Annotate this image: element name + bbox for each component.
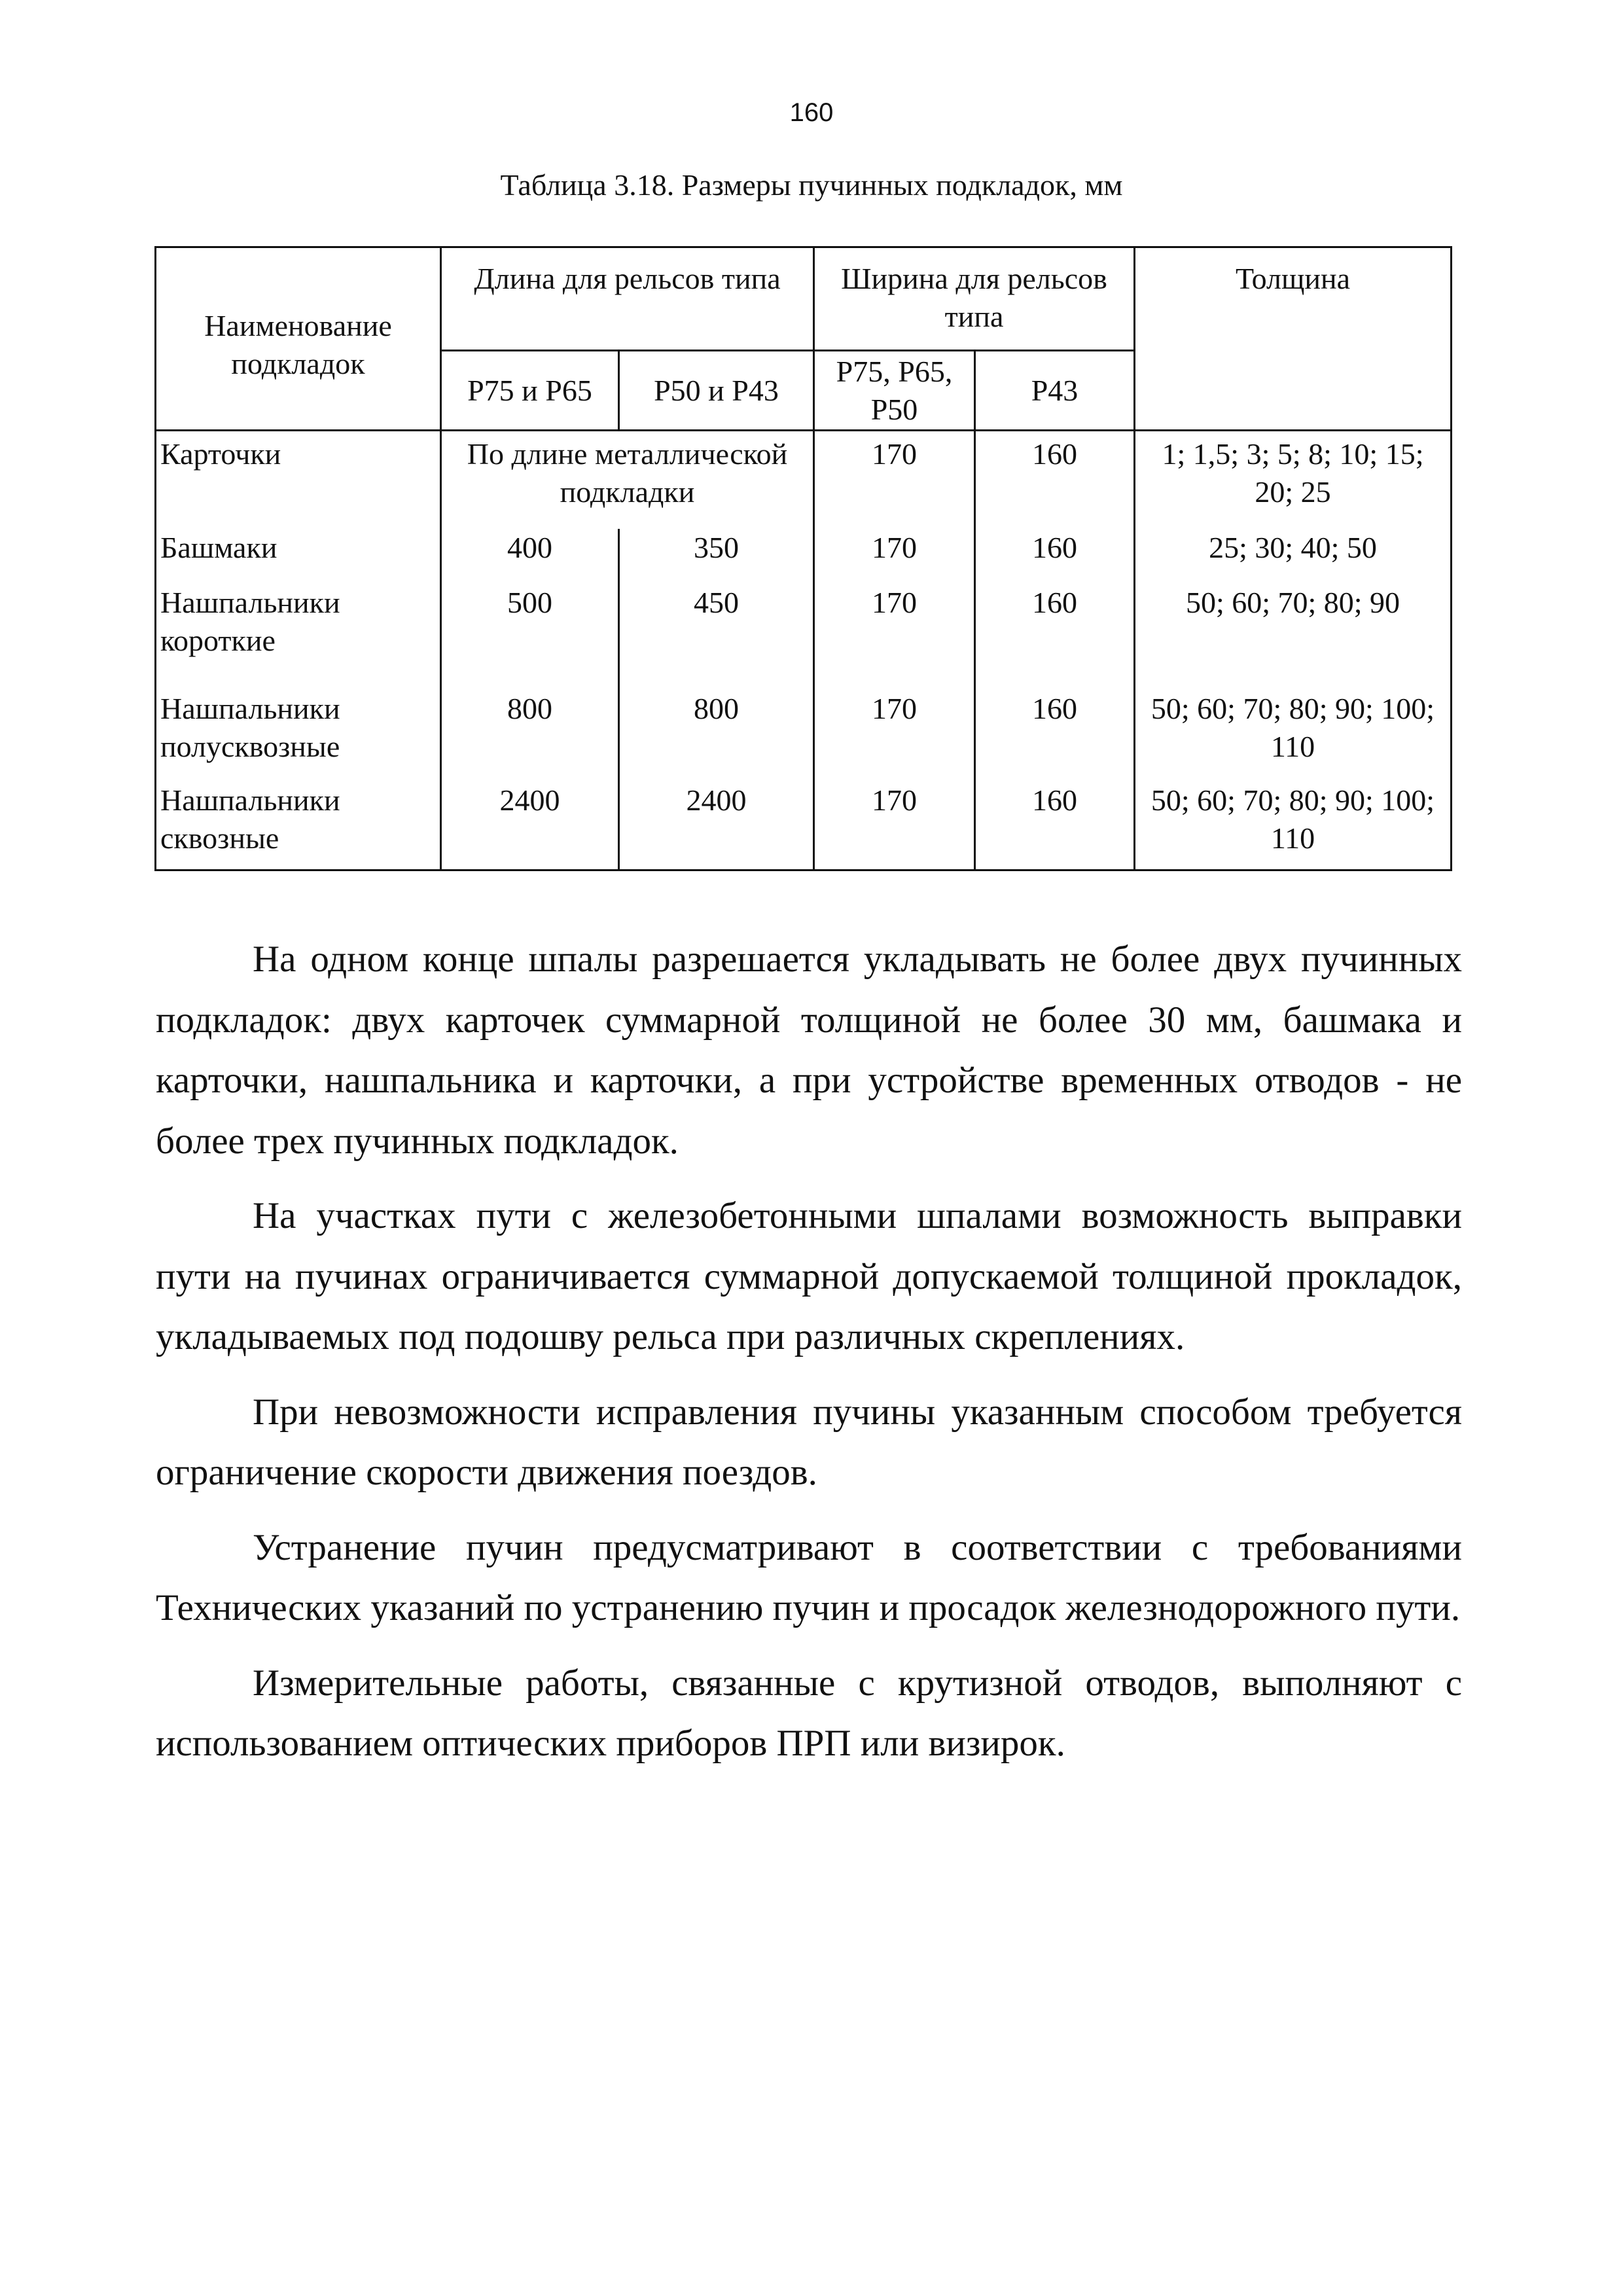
table-row xyxy=(156,690,1452,781)
row-name: Карточки xyxy=(156,431,441,529)
table-row xyxy=(156,584,1452,690)
thickness-cell: 1; 1,5; 3; 5; 8; 10; 15; 20; 25 xyxy=(1135,431,1452,529)
header-thickness: Толщина xyxy=(1135,247,1452,431)
length-cell: 400 xyxy=(441,529,619,584)
pads-table xyxy=(154,246,1452,871)
width-cell: 160 xyxy=(975,431,1135,529)
header-width-p75-p65-p50: Р75, Р65, Р50 xyxy=(814,351,975,431)
width-cell: 170 xyxy=(814,781,975,870)
table-caption: Таблица 3.18. Размеры пучинных подкладок, мм xyxy=(500,168,1123,202)
thickness-cell: 25; 30; 40; 50 xyxy=(1135,529,1452,584)
width-cell: 160 xyxy=(975,690,1135,781)
header-width-group: Ширина для рельсов типа xyxy=(814,247,1135,351)
thickness-cell: 50; 60; 70; 80; 90 xyxy=(1135,584,1452,690)
row-name: Нашпальники сквозные xyxy=(156,781,441,870)
length-cell: 2400 xyxy=(619,781,814,870)
body-text xyxy=(156,929,1462,1789)
length-cell: 350 xyxy=(619,529,814,584)
table-row xyxy=(156,781,1452,870)
row-name: Нашпальники короткие xyxy=(156,584,441,690)
paragraph: На одном конце шпалы разрешается укладывать не более двух пучинных подкладок: двух карточек суммарной толщиной не более 30 мм, башмака и карточки, нашпальника и карточки, а при устройстве временных отводов - не более трех пучинных подкладок. xyxy=(156,939,1462,1162)
row-name: Башмаки xyxy=(156,529,441,584)
length-cell: 450 xyxy=(619,584,814,690)
header-length-p50-p43: Р50 и Р43 xyxy=(619,351,814,431)
length-cell: 800 xyxy=(619,690,814,781)
row-name: Нашпальники полусквозные xyxy=(156,690,441,781)
length-cell: 2400 xyxy=(441,781,619,870)
table-row xyxy=(156,431,1452,529)
header-name: Наименование подкладок xyxy=(156,247,441,431)
length-cell: 500 xyxy=(441,584,619,690)
header-width-p43: Р43 xyxy=(975,351,1135,431)
paragraph: На участках пути с железобетонными шпалами возможность выправки пути на пучинах ограничивается суммарной допускаемой толщиной прокладок, укладываемых под подошву рельса при различных скреплениях. xyxy=(156,1195,1462,1357)
width-cell: 160 xyxy=(975,529,1135,584)
paragraph: При невозможности исправления пучины указанным способом требуется ограничение скорости движения поездов. xyxy=(156,1391,1462,1493)
width-cell: 170 xyxy=(814,431,975,529)
header-length-p75-p65: Р75 и Р65 xyxy=(441,351,619,431)
width-cell: 170 xyxy=(814,690,975,781)
header-length-group: Длина для рельсов типа xyxy=(441,247,814,351)
thickness-cell: 50; 60; 70; 80; 90; 100; 110 xyxy=(1135,690,1452,781)
width-cell: 160 xyxy=(975,781,1135,870)
length-cell: 800 xyxy=(441,690,619,781)
table-header-row xyxy=(156,247,1452,351)
thickness-cell: 50; 60; 70; 80; 90; 100; 110 xyxy=(1135,781,1452,870)
page-number: 160 xyxy=(789,98,834,127)
table-row xyxy=(156,529,1452,584)
width-cell: 170 xyxy=(814,584,975,690)
width-cell: 170 xyxy=(814,529,975,584)
paragraph: Устранение пучин предусматривают в соответствии с требованиями Технических указаний по устранению пучин и просадок железнодорожного пути. xyxy=(156,1526,1462,1628)
width-cell: 160 xyxy=(975,584,1135,690)
paragraph: Измерительные работы, связанные с крутизной отводов, выполняют с использованием оптических приборов ПРП или визирок. xyxy=(156,1662,1462,1764)
length-merged-cell: По длине металлической подкладки xyxy=(441,431,814,529)
